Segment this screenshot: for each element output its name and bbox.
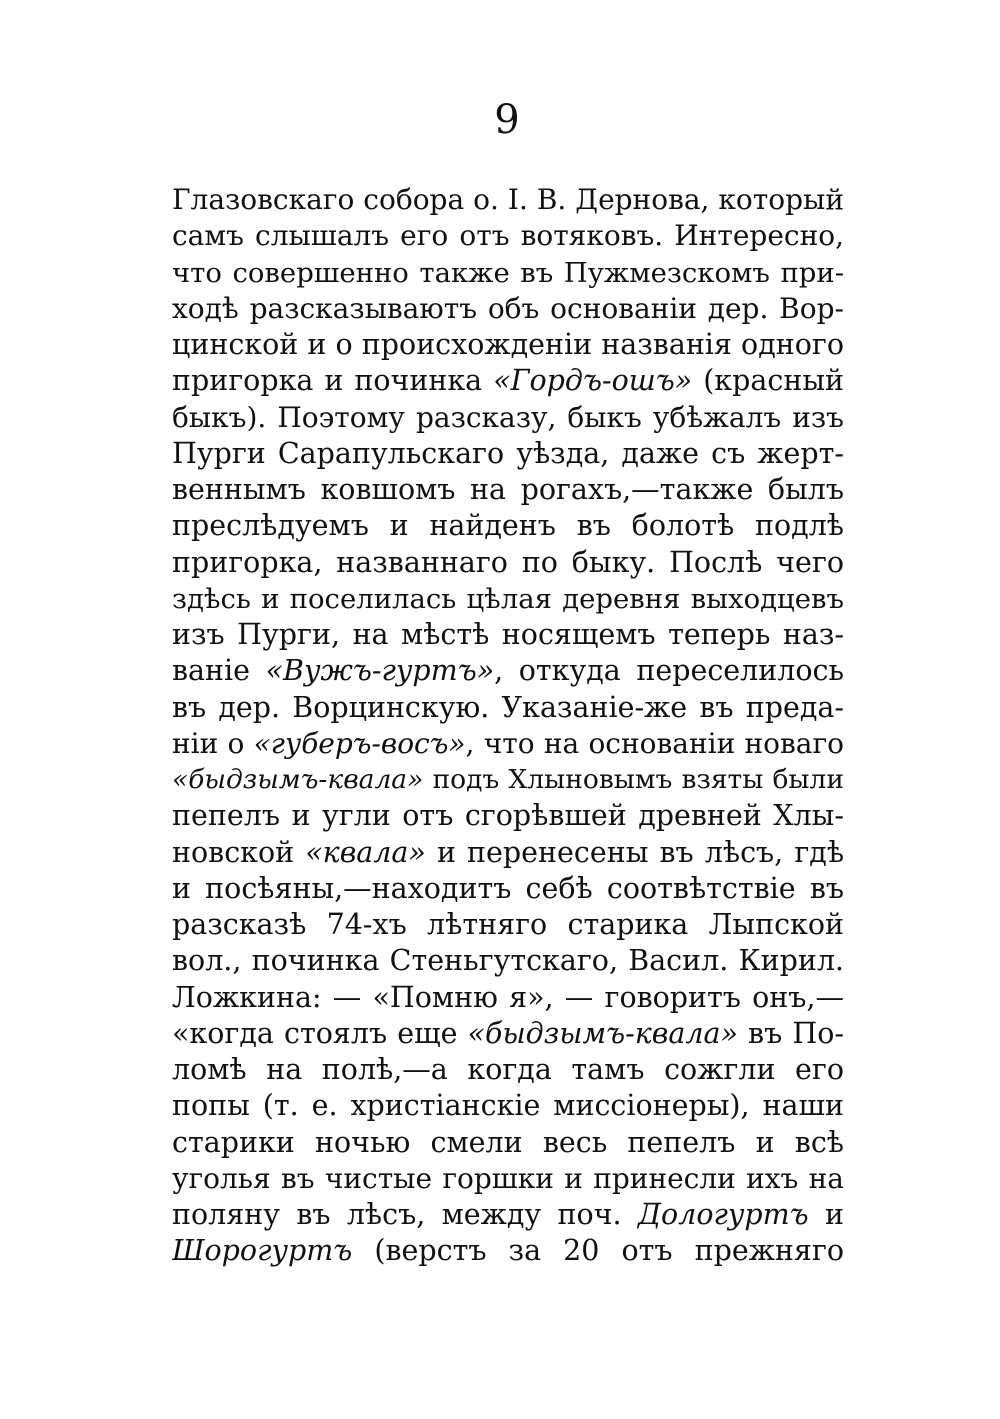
text-line: здѣсь и поселилась цѣлая деревня выходцевъ <box>172 582 844 615</box>
text-line <box>172 762 844 798</box>
italic-term: «губеръ-восъ» <box>253 726 466 760</box>
text-line <box>172 726 844 762</box>
text-line: и посѣяны,—находитъ себѣ соотвѣтствіе въ <box>172 871 844 905</box>
italic-term: «быдзымъ-квала» <box>172 764 424 795</box>
text-line: цинской и о происхожденіи названія одного <box>172 328 844 361</box>
text-segment: ніи о <box>172 726 254 760</box>
text-line: Пурги Сарапульскаго уѣзда, даже съ жерт- <box>172 436 844 470</box>
text-line: Глазовскаго собора о. І. В. Дернова, который <box>172 183 844 216</box>
text-line <box>172 653 844 689</box>
italic-term: Дологуртъ <box>637 1198 809 1231</box>
text-line <box>172 835 844 871</box>
text-segment: , что на основаніи новаго <box>465 726 844 760</box>
text-segment: и перенесены въ лѣсъ, гдѣ <box>425 835 844 869</box>
text-segment: «когда стоялъ еще <box>172 1016 468 1050</box>
text-segment: въ По- <box>737 1016 844 1050</box>
italic-term: «Гордъ-ошъ» <box>493 364 693 398</box>
text-line: Ложкина: — «Помню я», — говоритъ онъ,— <box>172 980 844 1014</box>
text-line <box>172 1197 844 1233</box>
text-line: ломѣ на полѣ,—а когда тамъ сожгли его <box>172 1053 844 1086</box>
text-segment: подъ Хлыновымъ взяты были <box>423 764 844 795</box>
text-line: самъ слышалъ его отъ вотяковъ. Интересно, <box>172 219 844 253</box>
text-line: разсказѣ 74-хъ лѣтняго старика Лыпской <box>172 908 844 941</box>
text-line: ходѣ разсказываютъ объ основаніи дер. Вор- <box>172 291 844 325</box>
text-line: вол., починка Стеньгутскаго, Васил. Кирил. <box>172 944 844 978</box>
text-line: пригорка, названнаго по быку. Послѣ чего <box>172 545 844 579</box>
page-number: 9 <box>494 97 520 143</box>
text-line: преслѣдуемъ и найденъ въ болотѣ подлѣ <box>172 509 844 543</box>
body-text <box>172 182 844 1270</box>
text-segment: новской <box>172 835 306 869</box>
text-segment: и <box>808 1198 844 1231</box>
text-line: веннымъ ковшомъ на рогахъ,—также былъ <box>172 473 844 506</box>
text-segment: поляну въ лѣсъ, между поч. <box>172 1198 638 1231</box>
text-segment: пригорка и починка <box>172 364 494 398</box>
text-line: уголья въ чистые горшки и принесли ихъ на <box>172 1161 844 1195</box>
text-line <box>172 1016 844 1052</box>
text-line: въ дер. Ворцинскую. Указаніе-же въ преда- <box>172 690 844 724</box>
text-segment: ваніе <box>172 654 266 688</box>
text-line: что совершенно также въ Пужмезскомъ при- <box>172 256 844 289</box>
italic-term: «квала» <box>305 835 426 869</box>
text-line: попы (т. е. христіанскіе миссіонеры), наши <box>172 1089 844 1123</box>
text-line <box>172 363 844 399</box>
italic-term: «быдзымъ-квала» <box>467 1016 738 1050</box>
italic-term: «Вужъ-гуртъ» <box>265 654 495 688</box>
text-line: быкъ). Поэтому разсказу, быкъ убѣжалъ изъ <box>172 400 844 434</box>
text-line <box>172 1233 844 1269</box>
italic-term: Шорогуртъ <box>172 1234 353 1268</box>
text-segment: (верстъ за 20 отъ прежняго <box>352 1234 844 1268</box>
text-segment: , откуда переселилось <box>494 654 844 688</box>
text-line: пепелъ и угли отъ сгорѣвшей древней Хлы- <box>172 799 844 833</box>
text-line: старики ночью смели весь пепелъ и всѣ <box>172 1125 844 1159</box>
text-line: изъ Пурги, на мѣстѣ носящемъ теперь наз- <box>172 618 844 651</box>
text-segment: (красный <box>692 364 844 398</box>
